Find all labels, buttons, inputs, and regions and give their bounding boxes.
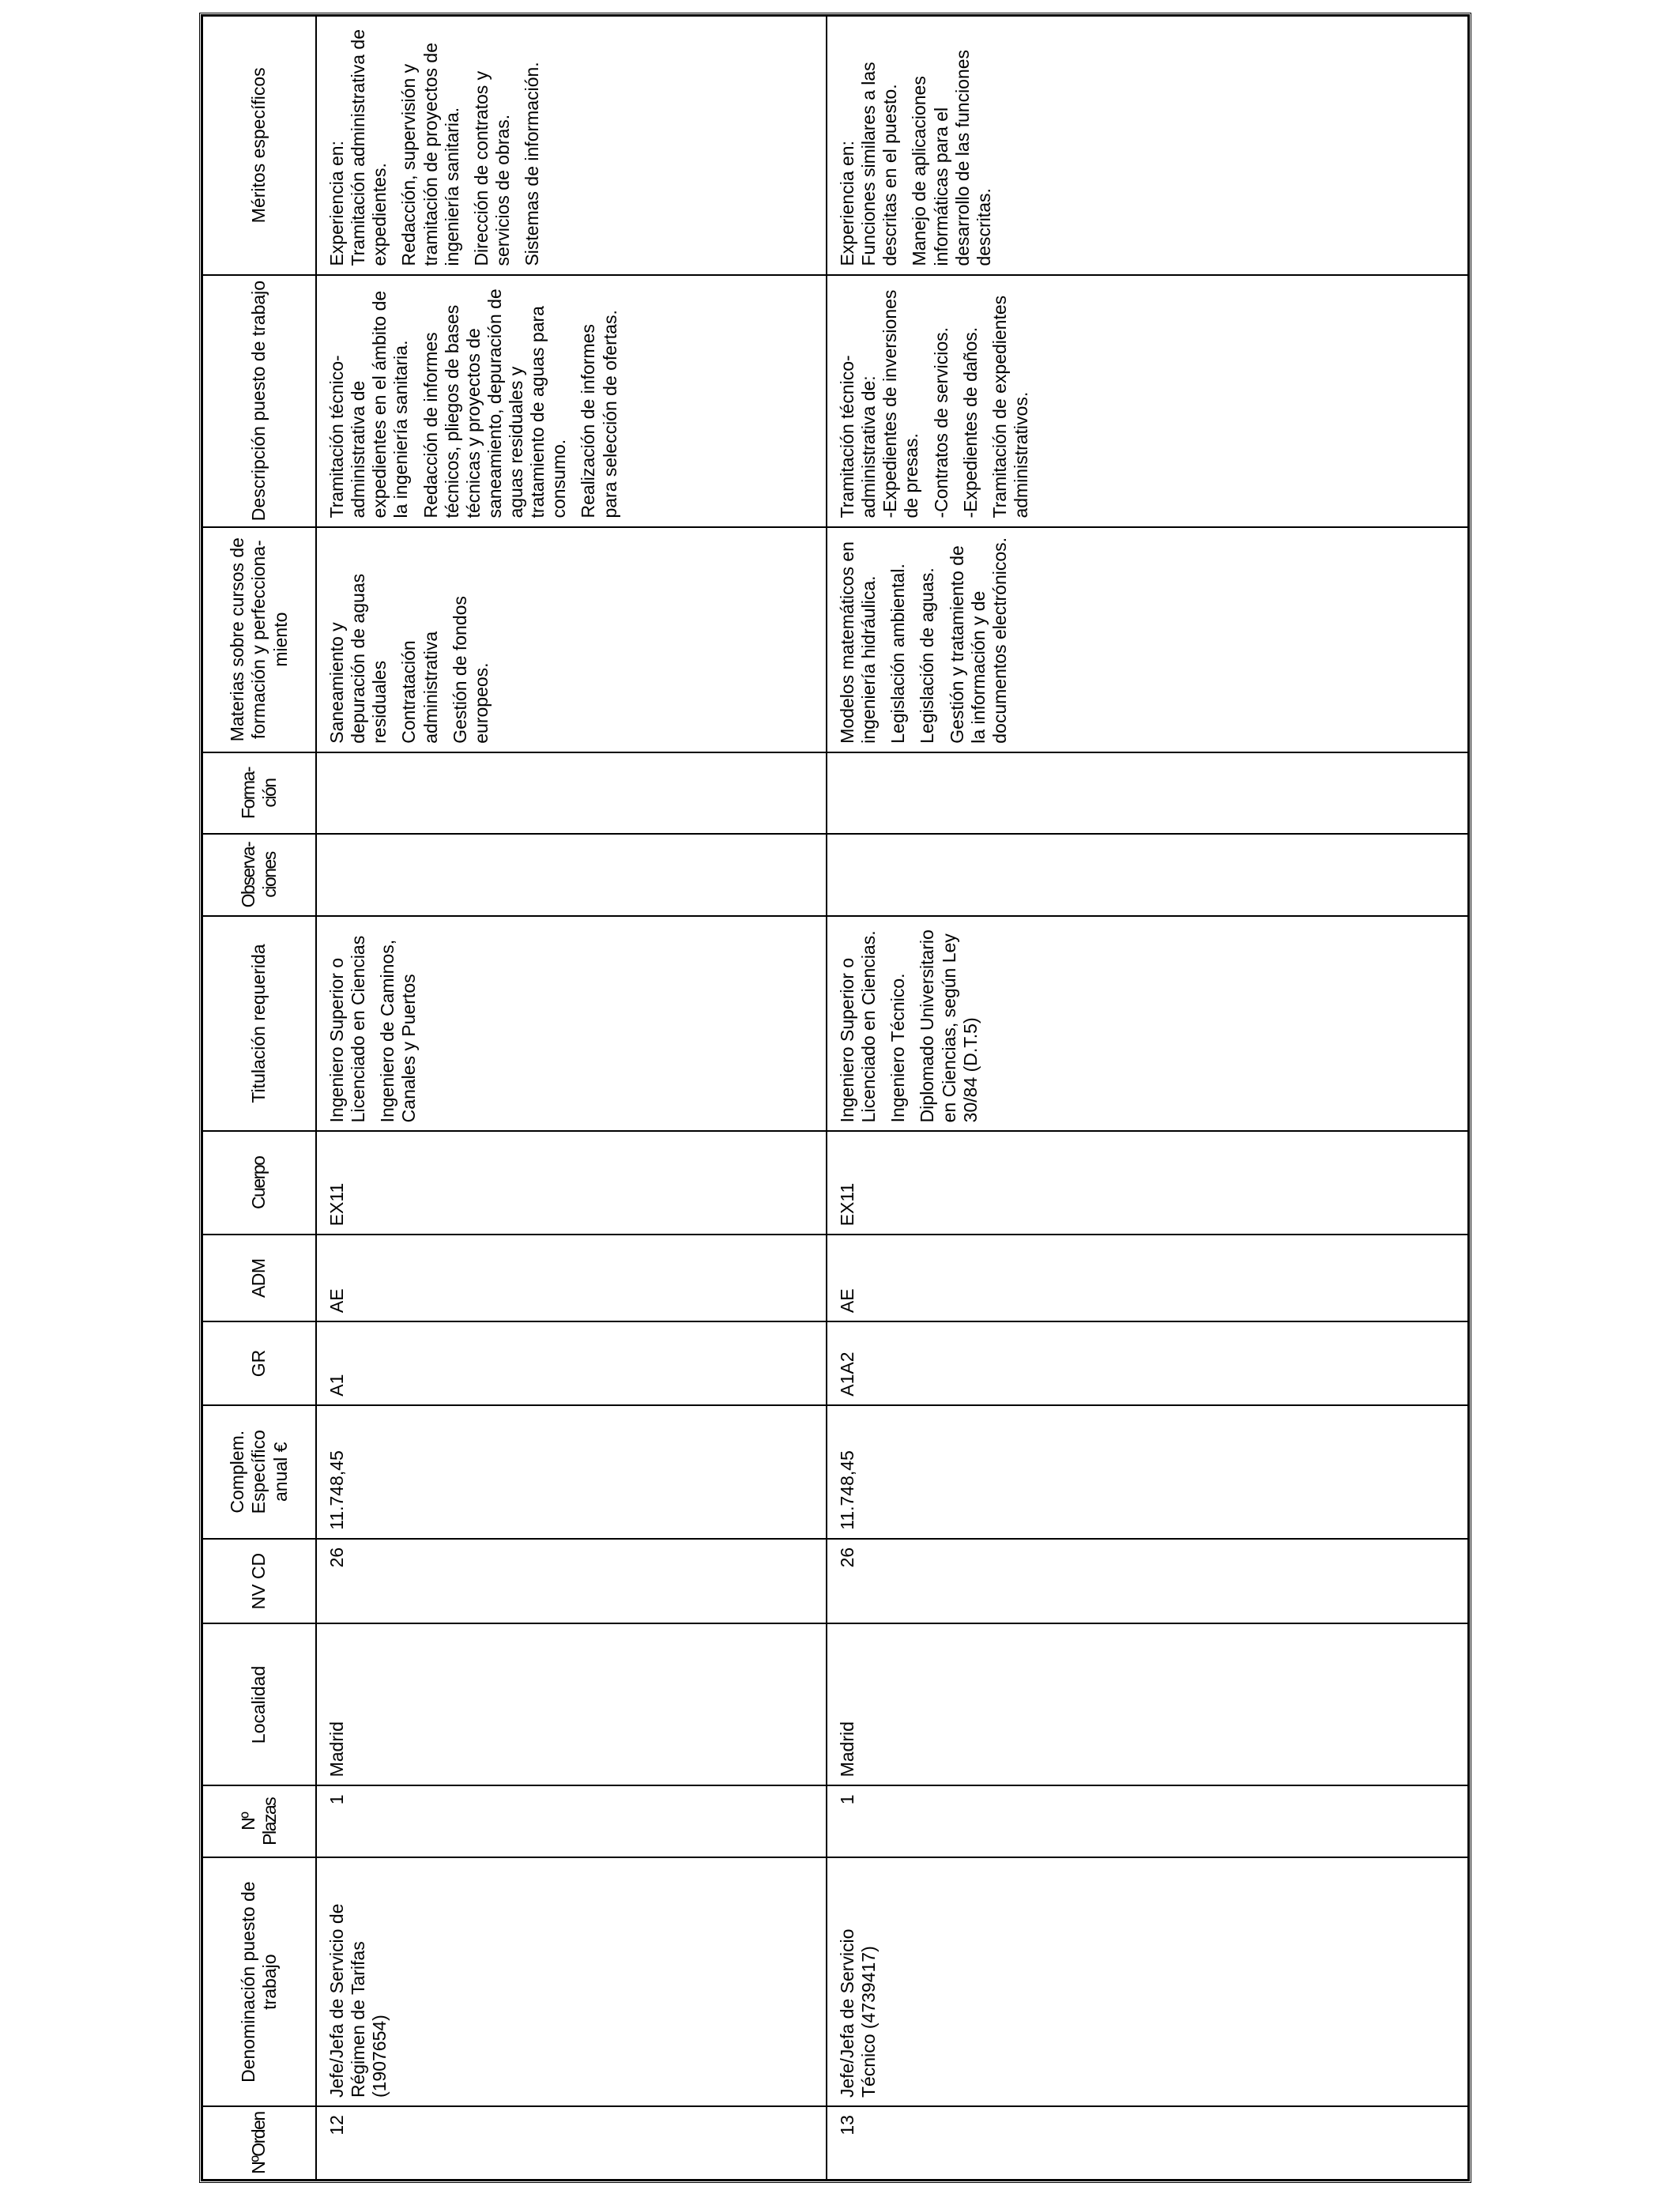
merito-item: Experiencia en:: [326, 141, 347, 266]
cell-materias: [316, 527, 827, 752]
titulacion-item: Diplomado Universitario en Ciencias, según Ley 30/84 (D.T.5): [917, 929, 981, 1123]
descripcion-item: Tramitación de expedientes administrativos.: [989, 295, 1031, 518]
merito-item: Funciones similares a las descritas en el puesto.: [858, 62, 901, 266]
cell-plazas: 1: [827, 1785, 1468, 1857]
cell-cuerpo: EX11: [827, 1131, 1468, 1235]
table-frame: [199, 13, 1471, 2183]
cell-localidad: Madrid: [316, 1624, 827, 1786]
materia-item: Contratación administrativa: [398, 631, 441, 744]
cell-orden: 13: [827, 2106, 1468, 2180]
cell-adm: AE: [827, 1235, 1468, 1321]
cell-plazas: 1: [316, 1785, 827, 1857]
merito-item: Experiencia en:: [837, 141, 857, 266]
materia-item: Legislación ambiental.: [887, 564, 909, 744]
cell-formacion: [316, 752, 827, 835]
cell-adm: AE: [316, 1235, 827, 1321]
titulacion-item: Ingeniero Superior o Licenciado en Ciencias: [326, 935, 369, 1123]
cell-nvcd: 26: [316, 1539, 827, 1624]
cell-nvcd: 26: [827, 1539, 1468, 1624]
materia-item: Gestión y tratamiento de la información y de documentos electrónicos.: [946, 537, 1010, 744]
cell-denominacion: Jefe/Jefa de Servicio Técnico (4739417): [827, 1857, 1468, 2106]
cell-denominacion: Jefe/Jefa de Servicio de Régimen de Tarifas (1907654): [316, 1857, 827, 2106]
descripcion-item: Redacción de informes técnicos, pliegos de bases técnicas y proyectos de saneamiento, depuración de aguas residuales y tratamiento de aguas para consumo.: [420, 288, 570, 518]
cell-gr: A1A2: [827, 1321, 1468, 1405]
header-row: [202, 16, 316, 2180]
materia-item: Modelos matemáticos en ingeniería hidráulica.: [837, 541, 880, 744]
merito-item: Dirección de contratos y servicios de obras.: [470, 70, 513, 266]
cell-orden: 12: [316, 2106, 827, 2180]
cell-meritos: [827, 16, 1468, 275]
header-observaciones: Observa-ciones: [202, 834, 316, 916]
table-row: [316, 16, 827, 2180]
cell-complemento: 11.748,45: [316, 1405, 827, 1539]
header-nvcd: NV CD: [202, 1539, 316, 1624]
descripcion-item: -Expedientes de inversiones de presas.: [880, 289, 922, 518]
merito-item: Sistemas de información.: [522, 62, 542, 266]
header-meritos: Méritos específicos: [202, 16, 316, 275]
puestos-table: [202, 15, 1469, 2181]
header-materias: Materias sobre cursos de formación y perfecciona-miento: [202, 527, 316, 752]
cell-gr: A1: [316, 1321, 827, 1405]
materia-item: Legislación de aguas.: [917, 567, 938, 744]
header-adm: ADM: [202, 1235, 316, 1321]
header-plazas: Nº Plazas: [202, 1785, 316, 1857]
titulacion-item: Ingeniero Técnico.: [887, 973, 909, 1123]
descripcion-item: Tramitación técnico-administrativa de:: [837, 355, 880, 518]
header-complemento: Complem. Específico anual €: [202, 1405, 316, 1539]
cell-materias: [827, 527, 1468, 752]
table-row: [827, 16, 1468, 2180]
cell-titulacion: [827, 916, 1468, 1132]
cell-cuerpo: EX11: [316, 1131, 827, 1235]
header-titulacion: Titulación requerida: [202, 916, 316, 1132]
descripcion-item: Tramitación técnico-administrativa de expedientes en el ámbito de la ingeniería sanitaria.: [326, 290, 412, 518]
descripcion-item: -Contratos de servicios.: [930, 326, 951, 518]
cell-meritos: [316, 16, 827, 275]
cell-descripcion: [316, 275, 827, 527]
titulacion-item: Ingeniero Superior o Licenciado en Ciencias.: [837, 930, 880, 1123]
cell-titulacion: [316, 916, 827, 1132]
header-orden: NºOrden: [202, 2106, 316, 2180]
cell-descripcion: [827, 275, 1468, 527]
descripcion-item: -Expedientes de daños.: [959, 326, 981, 518]
merito-item: Redacción, supervisión y tramitación de proyectos de ingeniería sanitaria.: [398, 43, 462, 266]
cell-formacion: [827, 752, 1468, 835]
cell-complemento: 11.748,45: [827, 1405, 1468, 1539]
header-descripcion: Descripción puesto de trabajo: [202, 275, 316, 527]
descripcion-item: Realización de informes para selección de ofertas.: [578, 310, 620, 518]
header-localidad: Localidad: [202, 1624, 316, 1786]
materia-item: Gestión de fondos europeos.: [449, 596, 492, 744]
merito-item: Manejo de aplicaciones informáticas para el desarrollo de las funciones descritas.: [909, 49, 994, 266]
merito-item: Tramitación administrativa de expedientes.: [348, 29, 390, 266]
materia-item: Saneamiento y depuración de aguas residuales: [326, 573, 390, 744]
header-gr: GR: [202, 1321, 316, 1405]
header-formacion: Forma-ción: [202, 752, 316, 835]
cell-localidad: Madrid: [827, 1624, 1468, 1786]
cell-observaciones: [827, 834, 1468, 916]
titulacion-item: Ingeniero de Caminos, Canales y Puertos: [377, 939, 420, 1123]
cell-observaciones: [316, 834, 827, 916]
header-cuerpo: Cuerpo: [202, 1131, 316, 1235]
header-denominacion: Denominación puesto de trabajo: [202, 1857, 316, 2106]
